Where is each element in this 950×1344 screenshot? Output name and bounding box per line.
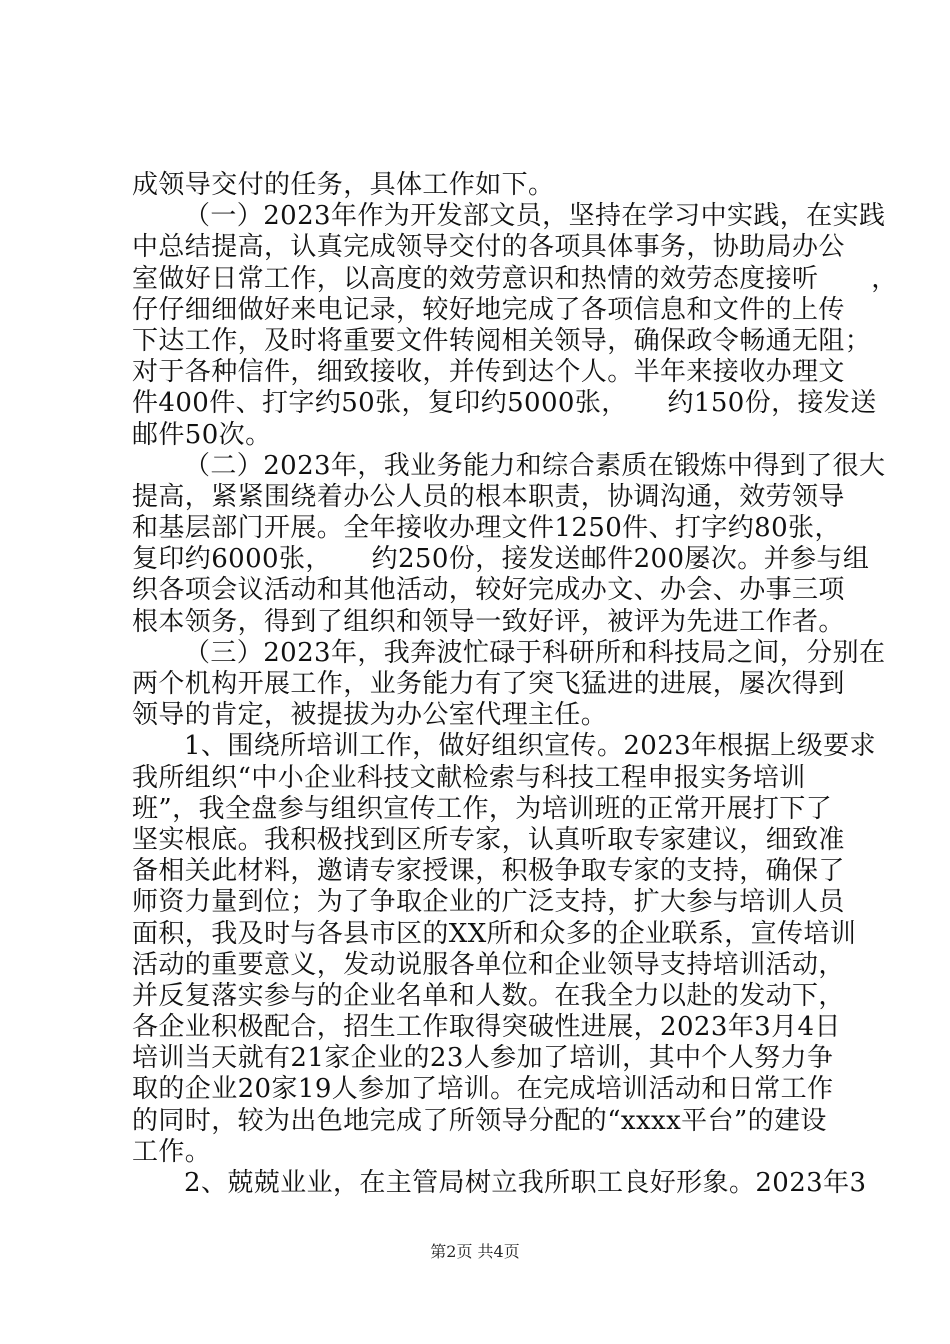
text-line: （一）2023年作为开发部文员，坚持在学习中实践，在实践 [184,201,886,232]
text-line: 备相关此材料，邀请专家授课，积极争取专家的支持，确保了 [132,856,845,887]
text-line: 活动的重要意义，发动说服各单位和企业领导支持培训活动， [132,949,845,980]
text-line: 下达工作，及时将重要文件转阅相关领导，确保政令畅通无阻； [132,325,872,356]
text-line: 各企业积极配合，招生工作取得突破性进展，2023年3月4日 [132,1012,841,1043]
text-line: 室做好日常工作，以高度的效劳意识和热情的效劳态度接听 ， [132,263,898,294]
text-line: 工作。 [132,1136,212,1167]
text-line: 领导的肯定，被提拔为办公室代理主任。 [132,700,608,731]
text-line: 的同时，较为出色地完成了所领导分配的“xxxx平台”的建设 [132,1105,827,1136]
text-line: 邮件50次。 [132,419,272,450]
text-line: （二）2023年，我业务能力和综合素质在锻炼中得到了很大 [184,450,886,481]
text-line: 班”，我全盘参与组织宣传工作，为培训班的正常开展打下了 [132,793,833,824]
text-line: 根本领务，得到了组织和领导一致好评，被评为先进工作者。 [132,606,845,637]
text-line: 坚实根底。我积极找到区所专家，认真听取专家建议，细致准 [132,824,845,855]
text-line: 对于各种信件，细致接收，并传到达个人。半年来接收办理文 [132,357,845,388]
text-line: 复印约6000张， 约250份，接发送邮件200屡次。并参与组 [132,544,870,575]
text-line: 培训当天就有21家企业的23人参加了培训，其中个人努力争 [132,1043,834,1074]
text-line: 面积，我及时与各县市区的XX所和众多的企业联系，宣传培训 [132,918,857,949]
text-line: 我所组织“中小企业科技文献检索与科技工程申报实务培训 [132,762,806,793]
text-line: 和基层部门开展。全年接收办理文件1250件、打字约80张， [132,513,841,544]
text-line: 两个机构开展工作，业务能力有了突飞猛进的进展，屡次得到 [132,669,845,699]
text-line: 织各项会议活动和其他活动，较好完成办文、办会、办事三项 [132,575,845,606]
text-line: 提高，紧紧围绕着办公人员的根本职责，协调沟通，效劳领导 [132,481,845,512]
text-line: （三）2023年，我奔波忙碌于科研所和科技局之间，分别在 [184,637,886,668]
text-line: 取的企业20家19人参加了培训。在完成培训活动和日常工作 [132,1074,834,1105]
text-line: 仔仔细细做好来电记录，较好地完成了各项信息和文件的上传 [132,294,845,325]
text-line: 师资力量到位；为了争取企业的广泛支持，扩大参与培训人员 [132,887,845,918]
text-line: 1、围绕所培训工作，做好组织宣传。2023年根据上级要求 [184,731,876,762]
text-line: 并反复落实参与的企业名单和人数。在我全力以赴的发动下， [132,980,845,1011]
text-line: 中总结提高，认真完成领导交付的各项具体事务，协助局办公 [132,232,845,263]
document-body [132,170,898,1199]
text-line: 件400件、打字约50张，复印约5000张， 约150份，接发送 [132,388,877,419]
text-line: 成领导交付的任务，具体工作如下。 [132,170,555,200]
text-line: 2、兢兢业业，在主管局树立我所职工良好形象。2023年3 [184,1168,867,1198]
page-number-footer: 第2页 共4页 [430,1242,520,1261]
